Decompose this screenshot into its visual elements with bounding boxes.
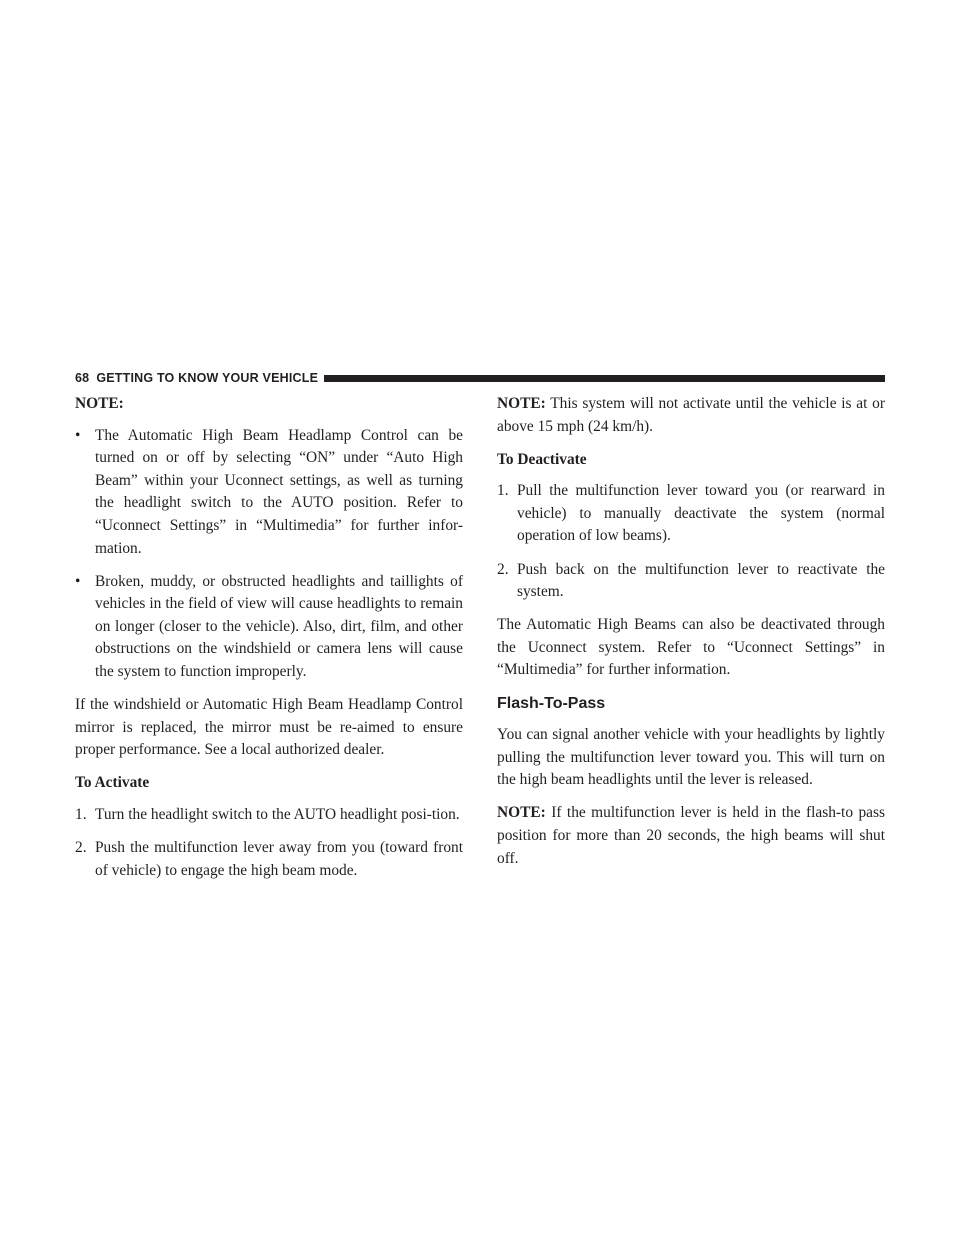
deactivate-steps [497,480,885,603]
left-column [75,393,463,893]
list-item [75,571,463,684]
page-header [75,371,885,385]
step-text: Push back on the multifunction lever to reactivate the system. [517,560,885,601]
step-text: Pull the multifunction lever toward you (or rearward in vehicle) to manually deactivate the system (normal operation of low beams). [517,482,885,545]
note-label: NOTE: [497,804,546,822]
list-item [497,480,885,548]
activate-steps [75,804,463,882]
note-bullet-list [75,425,463,684]
bullet-text: The Automatic High Beam Headlamp Control can be turned on or off by selecting “ON” under “Auto High Beam” within your Uconnect settings, as well as turning the headlight switch to the AUTO position. Refer to “Uconnect Settings” in “Multimedia” for further infor-mation. [95,426,463,557]
list-item [75,837,463,882]
step-text: Push the multifunction lever away from you (toward front of vehicle) to engage the high beam mode. [95,839,463,879]
step-number: 1. [75,806,87,823]
note-text: This system will not activate until the vehicle is at or above 15 mph (24 km/h). [497,395,885,435]
mirror-paragraph: If the windshield or Automatic High Beam Headlamp Control mirror is replaced, the mirror must be re-aimed to ensure proper performance. See a local authorized dealer. [75,696,463,759]
flash-paragraph: You can signal another vehicle with your headlights by lightly pulling the multifunction lever toward you. This will turn on the high beam headlights until the lever is released. [497,726,885,789]
uconnect-paragraph: The Automatic High Beams can also be deactivated through the Uconnect system. Refer to “Uconnect Settings” in “Multimedia” for further information. [497,616,885,679]
step-number: 1. [497,482,509,500]
list-item [75,804,463,827]
list-item [497,559,885,604]
bullet-marker: • [75,572,81,590]
speed-note [497,393,885,438]
deactivate-heading: To Deactivate [497,450,587,468]
page-number: 68 [75,371,90,385]
bullet-text: Broken, muddy, or obstructed headlights and taillights of vehicles in the field of view will cause headlights to remain on longer (closer to the vehicle). Also, dirt, film, and other obstructions on the windshield or camera lens will cause the system to function improperly. [95,572,463,681]
note-text: If the multifunction lever is held in the flash-to pass position for more than 20 seconds, the high beams will shut off. [497,804,885,867]
step-number: 2. [497,560,509,578]
header-rule [324,375,885,382]
activate-heading: To Activate [75,774,150,792]
list-item [75,425,463,561]
step-number: 2. [75,839,87,857]
section-title: GETTING TO KNOW YOUR VEHICLE [96,371,319,385]
flash-to-pass-heading: Flash-To-Pass [497,694,606,712]
flash-note [497,802,885,870]
right-column [497,393,885,881]
note-label: NOTE: [497,395,546,412]
step-text: Turn the headlight switch to the AUTO headlight posi-tion. [95,806,460,823]
note-label: NOTE: [75,395,124,412]
bullet-marker: • [75,426,81,444]
